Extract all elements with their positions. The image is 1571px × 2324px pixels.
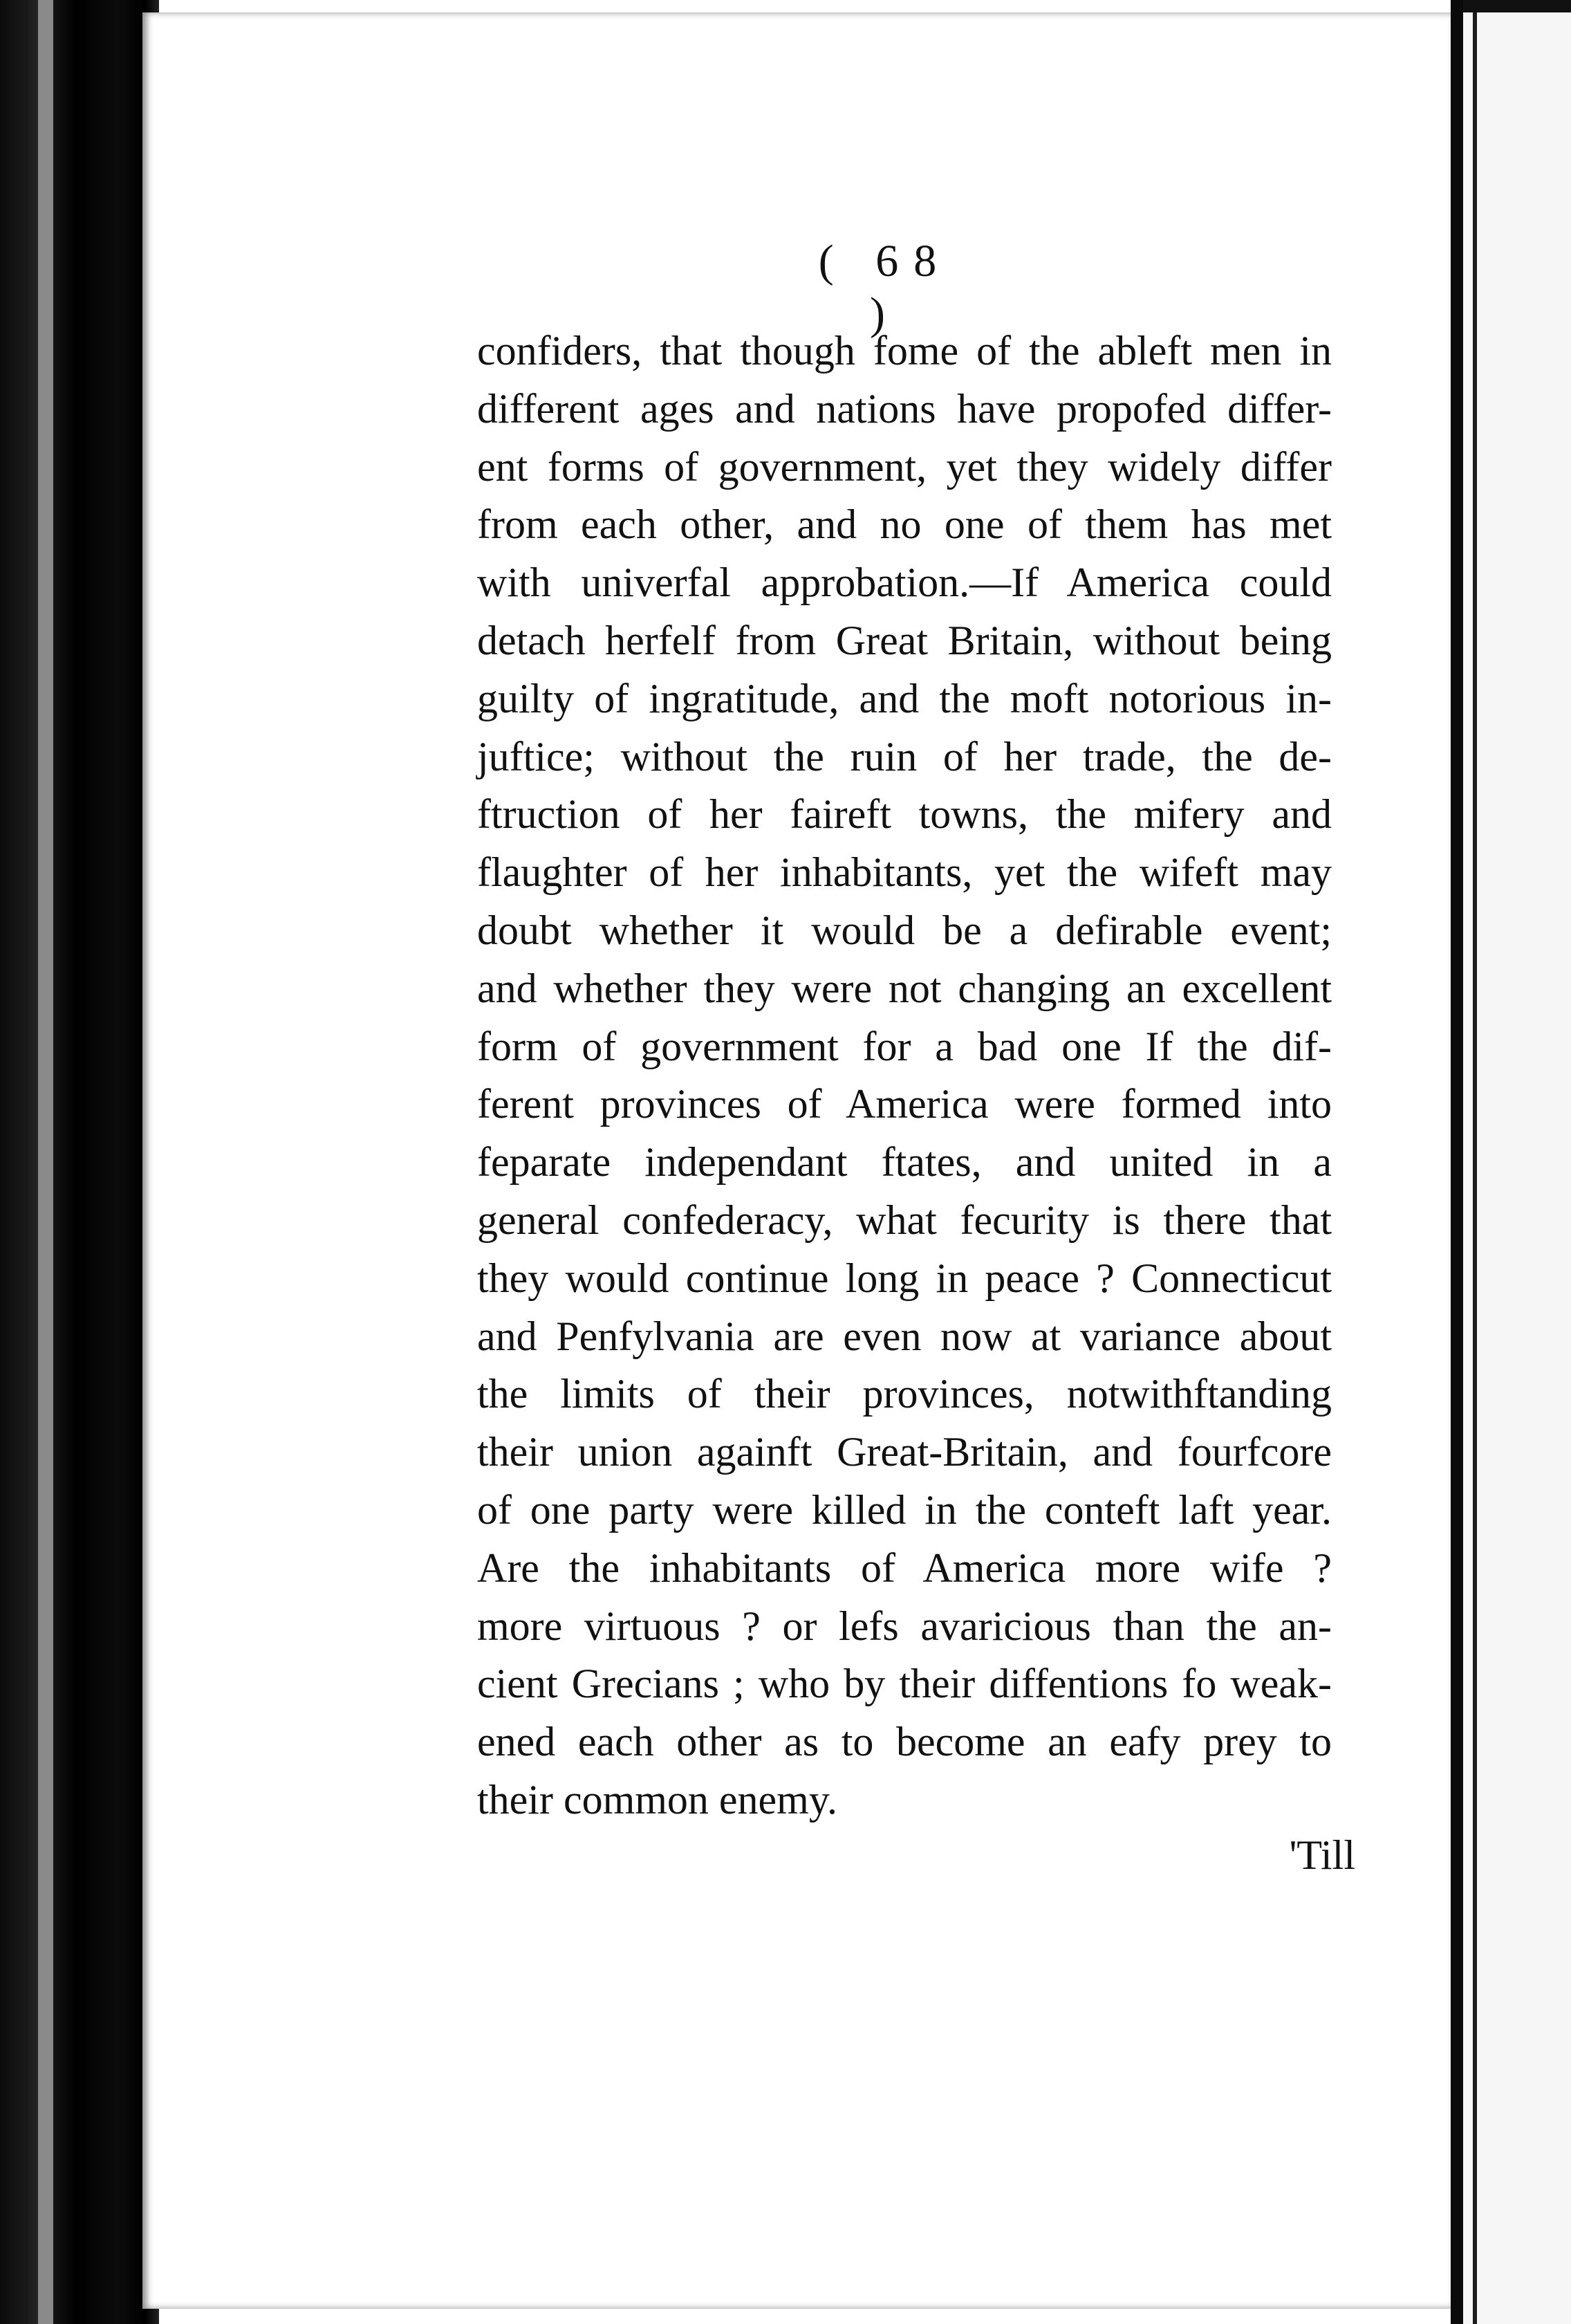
text-line: from each other, and no one of them has met bbox=[477, 501, 1332, 548]
page-gutter-right bbox=[1451, 0, 1463, 2324]
text-line: form of government for a bad one If the dif- bbox=[477, 1023, 1332, 1069]
text-line: guilty of ingratitude, and the moft notorious in- bbox=[477, 675, 1332, 721]
text-line: juftice; without the ruin of her trade, the de- bbox=[477, 733, 1332, 780]
catchword: 'Till bbox=[1289, 1832, 1355, 1878]
text-line: ent forms of government, yet they widely differ bbox=[477, 443, 1332, 490]
text-line: they would continue long in peace ? Connecticut bbox=[477, 1255, 1332, 1301]
text-line: their union againft Great-Britain, and fourfcore bbox=[477, 1429, 1332, 1475]
scan-border-top bbox=[1463, 0, 1571, 12]
text-line: Are the inhabitants of America more wife ? bbox=[477, 1544, 1332, 1591]
text-line: general confederacy, what fecurity is there that bbox=[477, 1197, 1332, 1243]
text-line: detach herfelf from Great Britain, without being bbox=[477, 617, 1332, 663]
body-text bbox=[477, 322, 1332, 1829]
text-line: flaughter of her inhabitants, yet the wifeft may bbox=[477, 849, 1332, 896]
text-line: with univerfal approbation.—If America could bbox=[477, 560, 1332, 606]
text-line: cient Grecians ; who by their diffentions fo weak- bbox=[477, 1661, 1332, 1707]
text-line: ftruction of her faireft towns, the mifery and bbox=[477, 791, 1332, 838]
text-line: doubt whether it would be a defirable event; bbox=[477, 907, 1332, 953]
page-number: ( 68 ) bbox=[818, 236, 952, 339]
book-binding-left bbox=[0, 0, 159, 2324]
text-line: feparate independant ftates, and united in a bbox=[477, 1139, 1332, 1186]
text-line: the limits of their provinces, notwithftanding bbox=[477, 1371, 1332, 1417]
text-line: their common enemy. bbox=[477, 1776, 837, 1823]
text-line: and whether they were not changing an excellent bbox=[477, 965, 1332, 1011]
text-line: confiders, that though fome of the ableft men in bbox=[477, 328, 1332, 374]
text-line: ferent provinces of America were formed into bbox=[477, 1081, 1332, 1127]
text-line: more virtuous ? or lefs avaricious than the an- bbox=[477, 1603, 1332, 1649]
facing-page-shadow bbox=[1473, 0, 1477, 2324]
text-line: ened each other as to become an eafy prey to bbox=[477, 1719, 1332, 1765]
text-line: different ages and nations have propofed differ- bbox=[477, 385, 1332, 432]
facing-page-edge bbox=[1463, 0, 1571, 2324]
binding-strip bbox=[38, 0, 53, 2324]
text-line: of one party were killed in the conteft laft year. bbox=[477, 1486, 1332, 1533]
text-line: and Penfylvania are even now at variance about bbox=[477, 1313, 1332, 1359]
